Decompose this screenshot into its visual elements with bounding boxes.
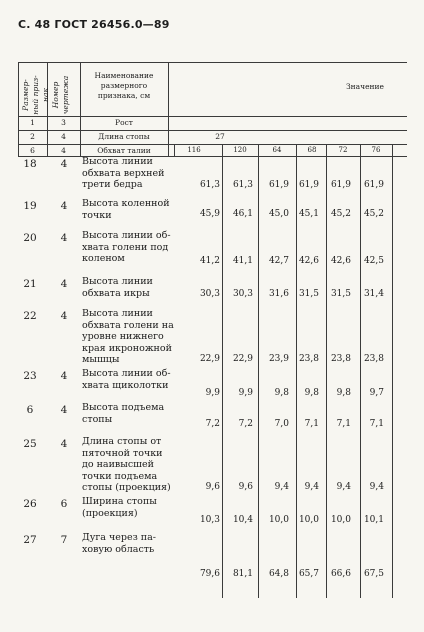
value-divider: [392, 532, 393, 598]
value-divider: [392, 156, 393, 198]
size-divider: [392, 144, 393, 156]
row-number: 25: [23, 438, 37, 450]
value-cell: 61,9: [298, 180, 319, 190]
value-cell: 42,5: [363, 256, 384, 266]
value-cell: 42,6: [330, 256, 351, 266]
value-cell: 31,5: [330, 289, 351, 299]
value-divider: [326, 308, 327, 368]
row-number: 21: [23, 278, 37, 290]
value-divider: [222, 368, 223, 402]
sign-name: Дуга через па- ховую область: [82, 532, 156, 555]
sign-name: Высота линии об- хвата голени под коленом: [82, 230, 171, 265]
value-cell: 10,0: [298, 515, 319, 525]
value-cell: 31,4: [363, 289, 384, 299]
value-divider: [392, 436, 393, 496]
value-cell: 61,3: [232, 180, 253, 190]
value-divider: [392, 402, 393, 436]
value-cell: 66,6: [330, 569, 351, 579]
index-row-col1: 6: [30, 146, 35, 155]
index-row-col1: 1: [30, 118, 35, 127]
sign-name: Длина стопы от пяточной точки до наивысшей точки подъема стопы (проекция): [82, 436, 171, 494]
value-divider: [258, 308, 259, 368]
value-divider: [296, 532, 297, 598]
size-label: 116: [187, 146, 201, 154]
row-number: 26: [23, 498, 37, 510]
value-divider: [222, 308, 223, 368]
value-divider: [392, 496, 393, 532]
value-divider: [296, 402, 297, 436]
value-divider: [222, 402, 223, 436]
sign-name: Высота линии обхвата икры: [82, 276, 153, 299]
row-number: 23: [23, 370, 37, 382]
value-cell: 61,9: [268, 180, 289, 190]
index-row-label: Обхват талии: [97, 146, 151, 155]
drawing-number: 6: [60, 498, 68, 510]
value-cell: 23,8: [330, 354, 351, 364]
drawing-number: 4: [60, 404, 68, 416]
value-cell: 45,9: [199, 209, 220, 219]
index-row-col2: 4: [61, 132, 66, 141]
table-top-rule: [18, 62, 407, 63]
value-cell: 7,1: [304, 419, 319, 429]
sign-name: Высота линии об- хвата щиколотки: [82, 368, 171, 391]
value-divider: [258, 496, 259, 532]
drawing-number: 4: [60, 370, 68, 382]
value-divider: [360, 198, 361, 230]
value-cell: 23,8: [298, 354, 319, 364]
header-sign-name: Наименование размерного признака, см: [94, 71, 154, 100]
value-cell: 46,1: [232, 209, 253, 219]
drawing-number: 4: [60, 438, 68, 450]
size-label: 68: [307, 146, 317, 154]
size-label: 72: [338, 146, 348, 154]
value-divider: [326, 436, 327, 496]
value-cell: 10,1: [363, 515, 384, 525]
size-divider: [326, 144, 327, 156]
value-divider: [392, 198, 393, 230]
index-rule-2: [18, 144, 407, 145]
sign-name: Высота линии обхвата верхней трети бедра: [82, 156, 165, 191]
sign-name: Высота коленной точки: [82, 198, 170, 221]
value-divider: [296, 198, 297, 230]
header-size-sign: Размер- ный приз- нак: [21, 75, 50, 115]
row-number: 19: [23, 200, 37, 212]
value-cell: 10,3: [199, 515, 220, 525]
value-divider: [258, 276, 259, 308]
value-divider: [326, 276, 327, 308]
value-cell: 31,5: [298, 289, 319, 299]
value-divider: [296, 156, 297, 198]
value-divider: [258, 532, 259, 598]
value-cell: 9,7: [369, 388, 384, 398]
col-border-left: [18, 62, 19, 156]
value-cell: 61,9: [330, 180, 351, 190]
value-divider: [222, 532, 223, 598]
value-cell: 9,4: [274, 482, 289, 492]
index-rule-3: [18, 156, 407, 157]
value-cell: 45,0: [268, 209, 289, 219]
value-cell: 23,9: [268, 354, 289, 364]
value-divider: [326, 198, 327, 230]
value-divider: [222, 230, 223, 276]
page-header: С. 48 ГОСТ 26456.0—89: [18, 18, 170, 31]
size-divider: [174, 144, 175, 156]
size-divider: [296, 144, 297, 156]
value-divider: [258, 230, 259, 276]
size-divider: [258, 144, 259, 156]
col-border-3: [168, 62, 169, 156]
index-row-extra: 27: [215, 132, 225, 141]
value-divider: [392, 230, 393, 276]
value-cell: 61,3: [199, 180, 220, 190]
value-cell: 61,9: [363, 180, 384, 190]
value-cell: 10,4: [232, 515, 253, 525]
value-cell: 9,9: [238, 388, 253, 398]
value-cell: 41,2: [199, 256, 220, 266]
value-cell: 65,7: [298, 569, 319, 579]
value-cell: 45,2: [363, 209, 384, 219]
row-number: 22: [23, 310, 37, 322]
value-divider: [258, 436, 259, 496]
value-cell: 7,1: [369, 419, 384, 429]
value-divider: [258, 198, 259, 230]
value-divider: [360, 276, 361, 308]
value-divider: [222, 276, 223, 308]
col-border-1: [47, 62, 48, 156]
value-cell: 9,4: [336, 482, 351, 492]
value-divider: [258, 402, 259, 436]
value-cell: 9,6: [238, 482, 253, 492]
value-cell: 10,0: [268, 515, 289, 525]
drawing-number: 4: [60, 200, 68, 212]
row-number: 18: [23, 158, 37, 170]
value-cell: 42,7: [268, 256, 289, 266]
value-divider: [296, 368, 297, 402]
value-divider: [360, 230, 361, 276]
value-divider: [296, 308, 297, 368]
value-divider: [360, 532, 361, 598]
value-divider: [392, 308, 393, 368]
drawing-number: 4: [60, 158, 68, 170]
value-divider: [222, 156, 223, 198]
value-cell: 7,2: [205, 419, 220, 429]
value-cell: 41,1: [232, 256, 253, 266]
value-cell: 7,2: [238, 419, 253, 429]
size-label: 120: [233, 146, 247, 154]
index-row-label: Длина стопы: [98, 132, 150, 141]
row-number: 20: [23, 232, 37, 244]
value-cell: 22,9: [232, 354, 253, 364]
value-cell: 22,9: [199, 354, 220, 364]
size-divider: [360, 144, 361, 156]
header-drawing-number: Номер чертежа: [51, 75, 70, 115]
header-rule: [18, 116, 407, 117]
value-cell: 67,5: [363, 569, 384, 579]
value-divider: [326, 496, 327, 532]
value-divider: [326, 230, 327, 276]
value-cell: 79,6: [199, 569, 220, 579]
index-row-col2: 3: [61, 118, 66, 127]
value-divider: [296, 496, 297, 532]
value-divider: [360, 156, 361, 198]
size-label: 76: [371, 146, 381, 154]
value-divider: [222, 436, 223, 496]
value-divider: [296, 276, 297, 308]
row-number: 6: [26, 404, 34, 416]
value-cell: 9,9: [205, 388, 220, 398]
sign-name: Высота подъема стопы: [82, 402, 165, 425]
value-divider: [360, 436, 361, 496]
sign-name: Ширина стопы (проекция): [82, 496, 157, 519]
value-divider: [326, 402, 327, 436]
value-divider: [222, 496, 223, 532]
index-row-col2: 4: [61, 146, 66, 155]
header-values: Значение: [346, 82, 384, 91]
value-cell: 45,1: [298, 209, 319, 219]
value-cell: 9,4: [304, 482, 319, 492]
value-cell: 9,4: [369, 482, 384, 492]
index-row-label: Рост: [115, 118, 133, 127]
value-divider: [360, 368, 361, 402]
index-row-col1: 2: [30, 132, 35, 141]
value-cell: 45,2: [330, 209, 351, 219]
value-divider: [326, 532, 327, 598]
value-divider: [326, 368, 327, 402]
row-number: 27: [23, 534, 37, 546]
drawing-number: 4: [60, 278, 68, 290]
value-cell: 30,3: [199, 289, 220, 299]
value-divider: [296, 230, 297, 276]
drawing-number: 4: [60, 310, 68, 322]
value-cell: 9,8: [304, 388, 319, 398]
value-divider: [222, 198, 223, 230]
size-label: 64: [272, 146, 282, 154]
value-divider: [360, 402, 361, 436]
value-cell: 7,0: [274, 419, 289, 429]
value-divider: [360, 308, 361, 368]
value-divider: [258, 368, 259, 402]
size-divider: [222, 144, 223, 156]
value-cell: 9,6: [205, 482, 220, 492]
value-cell: 9,8: [336, 388, 351, 398]
drawing-number: 7: [60, 534, 68, 546]
value-divider: [392, 368, 393, 402]
value-cell: 64,8: [268, 569, 289, 579]
value-cell: 23,8: [363, 354, 384, 364]
value-cell: 10,0: [330, 515, 351, 525]
value-cell: 81,1: [232, 569, 253, 579]
value-cell: 7,1: [336, 419, 351, 429]
value-cell: 9,8: [274, 388, 289, 398]
value-cell: 42,6: [298, 256, 319, 266]
value-divider: [326, 156, 327, 198]
drawing-number: 4: [60, 232, 68, 244]
value-divider: [296, 436, 297, 496]
sign-name: Высота линии обхвата голени на уровне нижнего края икроножной мышцы: [82, 308, 174, 366]
value-cell: 31,6: [268, 289, 289, 299]
value-cell: 30,3: [232, 289, 253, 299]
value-divider: [360, 496, 361, 532]
value-divider: [258, 156, 259, 198]
index-rule-1: [18, 130, 407, 131]
value-divider: [392, 276, 393, 308]
